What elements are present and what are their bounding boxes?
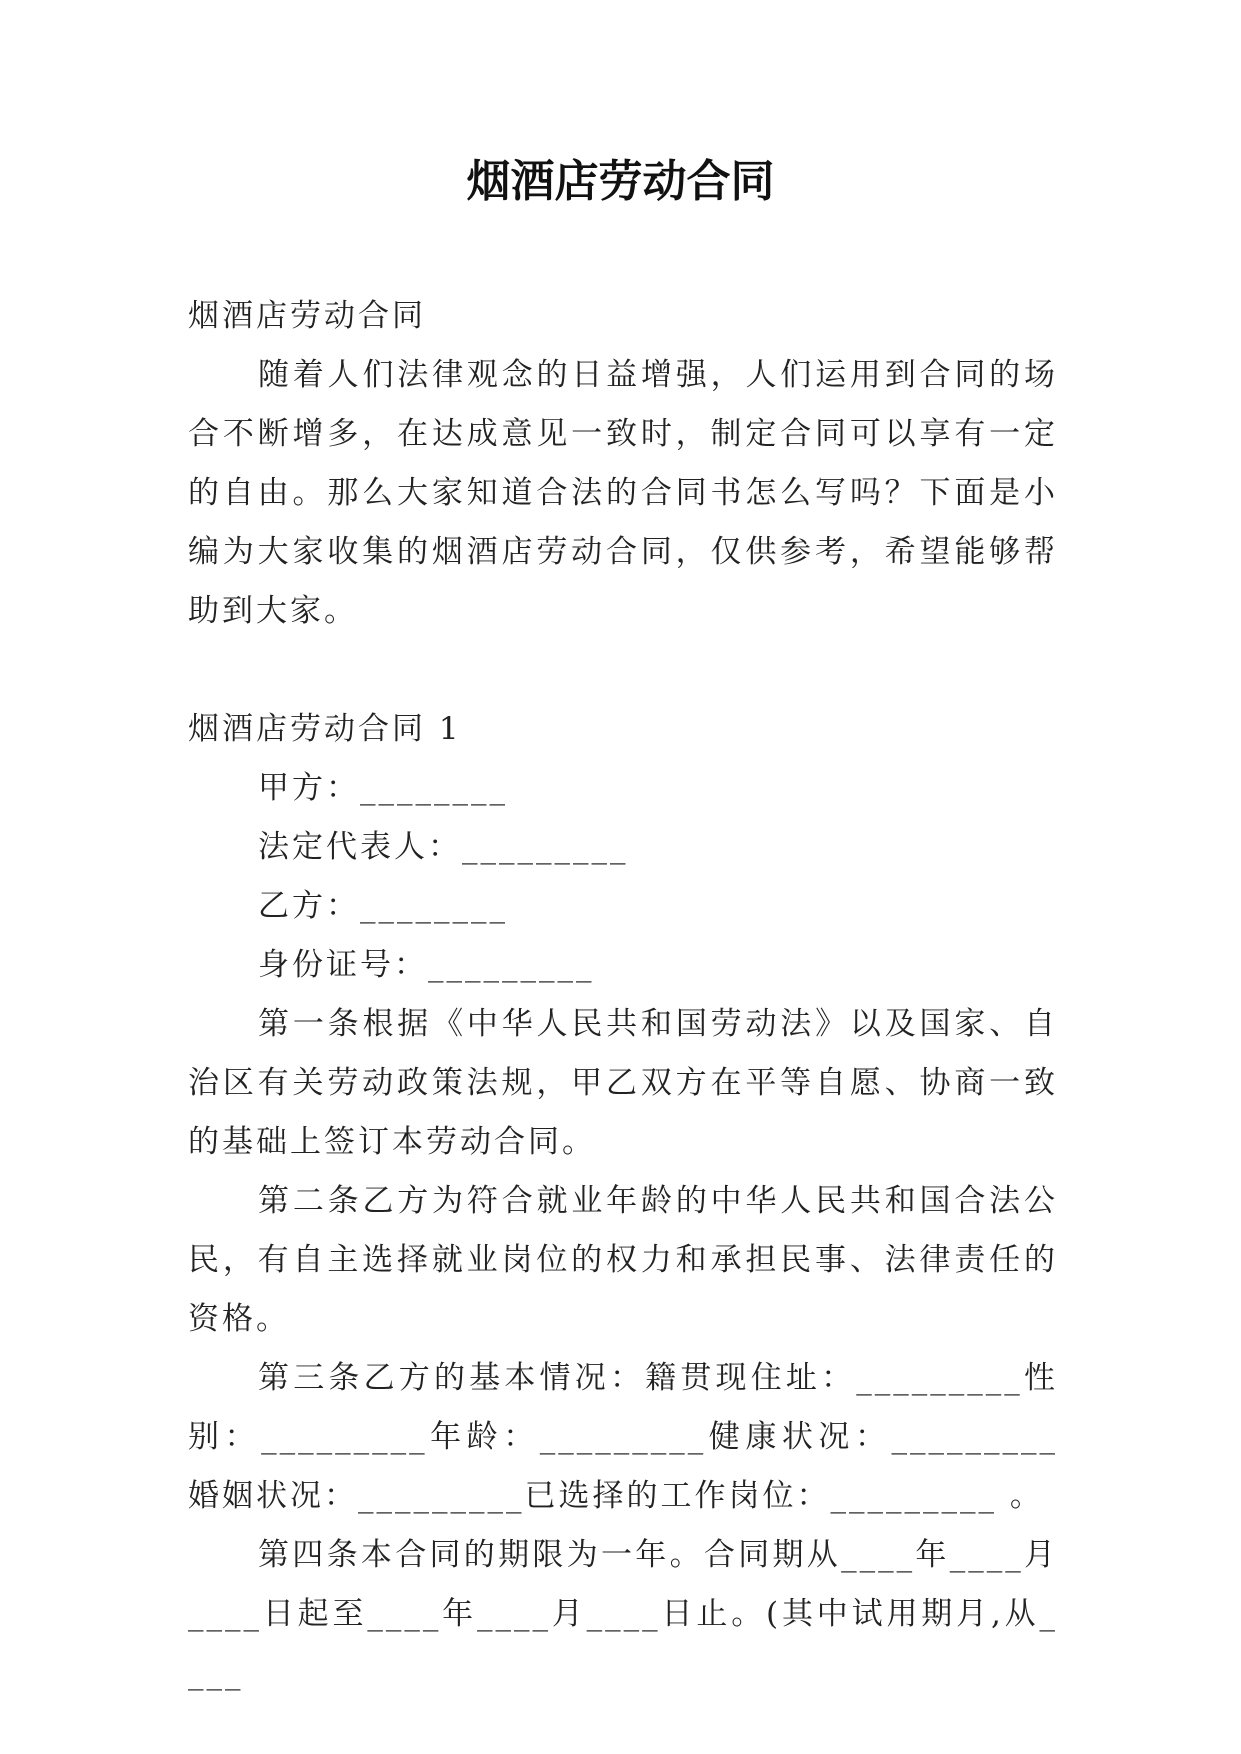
party-a-line: 甲方：________ (258, 770, 508, 806)
article-4: 第四条本合同的期限为一年。合同期从____年____月____日起至____年____月____日止。(其中试用期月,从____ (188, 1537, 1058, 1691)
document-body (188, 287, 1058, 1703)
article-3: 第三条乙方的基本情况：籍贯现住址：_________性别：_________年龄：_________健康状况：_________婚姻状况：_________已选择的工作岗位：_________ 。 (188, 1360, 1058, 1514)
article-2: 第二条乙方为符合就业年龄的中华人民共和国合法公民，有自主选择就业岗位的权力和承担民事、法律责任的资格。 (188, 1183, 1058, 1337)
document-title: 烟酒店劳动合同 (466, 156, 775, 207)
article-1: 第一条根据《中华人民共和国劳动法》以及国家、自治区有关劳动政策法规，甲乙双方在平等自愿、协商一致的基础上签订本劳动合同。 (188, 1006, 1058, 1160)
section-heading: 烟酒店劳动合同 1 (188, 711, 462, 747)
party-b-line: 乙方：________ (258, 888, 508, 924)
intro-paragraph: 随着人们法律观念的日益增强，人们运用到合同的场合不断增多，在达成意见一致时，制定合同可以享有一定的自由。那么大家知道合法的合同书怎么写吗？下面是小编为大家收集的烟酒店劳动合同，仅供参考，希望能够帮助到大家。 (188, 357, 1058, 629)
intro-heading: 烟酒店劳动合同 (188, 298, 426, 334)
legal-representative-line: 法定代表人：_________ (258, 829, 629, 865)
id-number-line: 身份证号：_________ (258, 947, 595, 983)
